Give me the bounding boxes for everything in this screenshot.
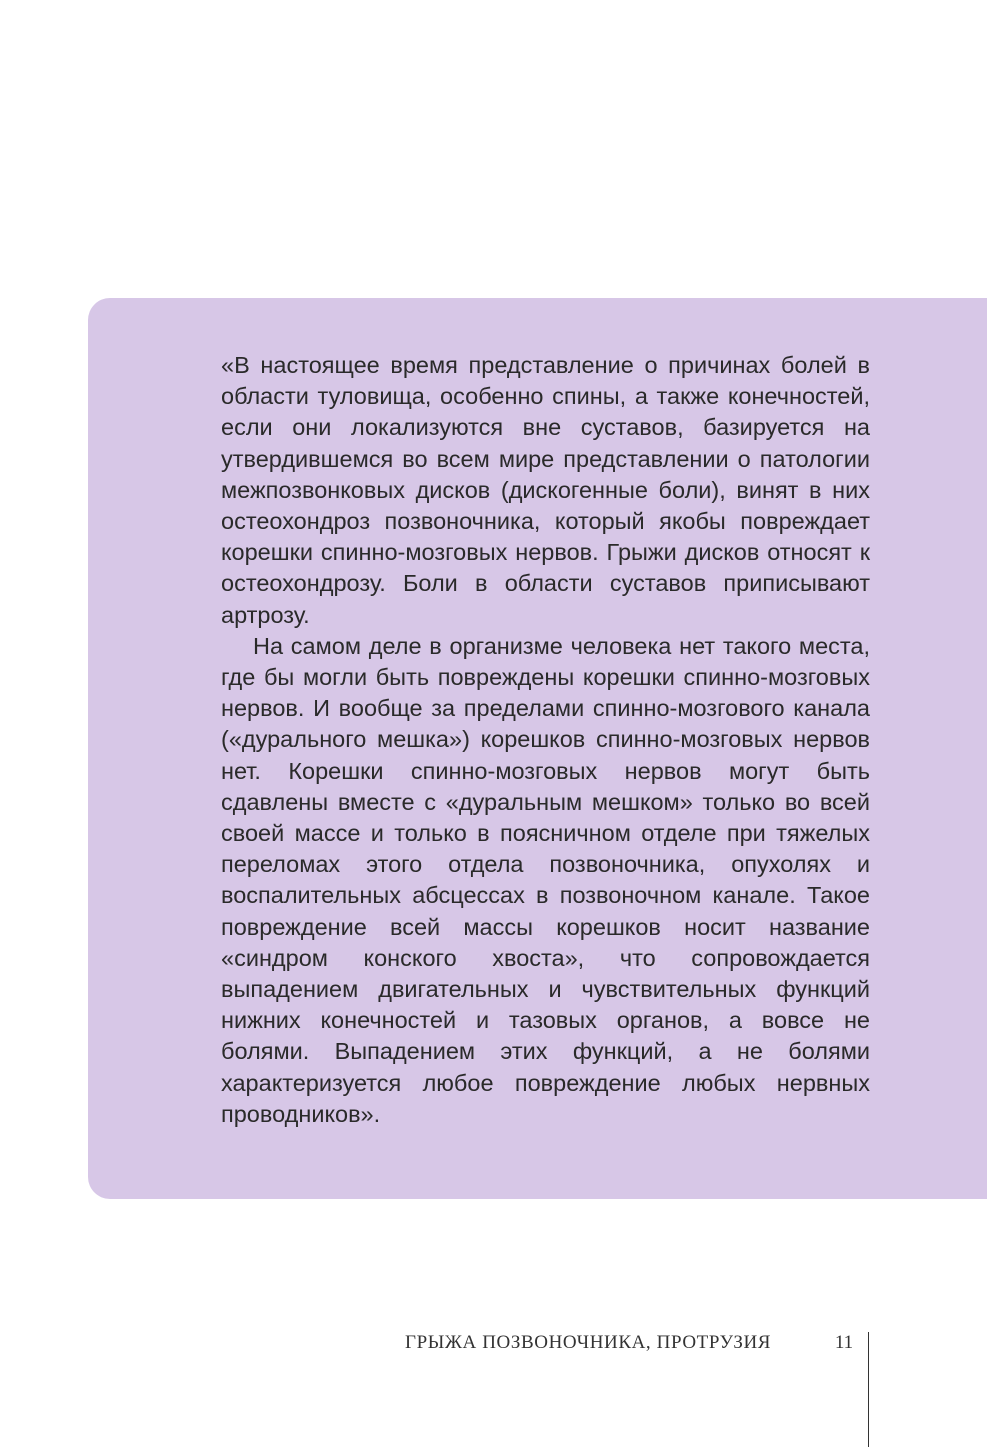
quote-text <box>221 350 870 1130</box>
running-title: ГРЫЖА ПОЗВОНОЧНИКА, ПРОТРУЗИЯ <box>405 1332 772 1353</box>
footer-rule <box>868 1332 869 1447</box>
quote-paragraph-1: «В настоящее время представление о причинах болей в области туловища, особенно спины, а также конечностей, если они локализуются вне суставов, базируется на утвердившемся во всем мире представлении о патологии межпозвонковых дисков (дискогенные боли), винят в них остеохондроз позвоночника, который якобы повреждает корешки спинно-мозговых нервов. Грыжи дисков относят к остеохондрозу. Боли в области суставов приписывают артрозу. <box>221 352 870 628</box>
quote-paragraph-2: На самом деле в организме человека нет такого места, где бы могли быть повреждены корешки спинно-мозговых нервов. И вообще за пределами спинно-мозгового канала («дурального мешка») корешков спинно-мозговых нервов нет. Корешки спинно-мозговых нервов могут быть сдавлены вместе с «дуральным мешком» только во всей своей массе и только в поясничном отделе при тяжелых переломах этого отдела позвоночника, опухолях и воспалительных абсцессах в позвоночном канале. Такое повреждение всей массы корешков носит название «синдром конского хвоста», что сопровождается выпадением двигательных и чувствительных функций нижних конечностей и тазовых органов, а вовсе не болями. Выпадением этих функций, а не болями характеризуется любое повреждение любых нервных проводников». <box>221 632 870 1127</box>
page-number: 11 <box>834 1332 854 1353</box>
